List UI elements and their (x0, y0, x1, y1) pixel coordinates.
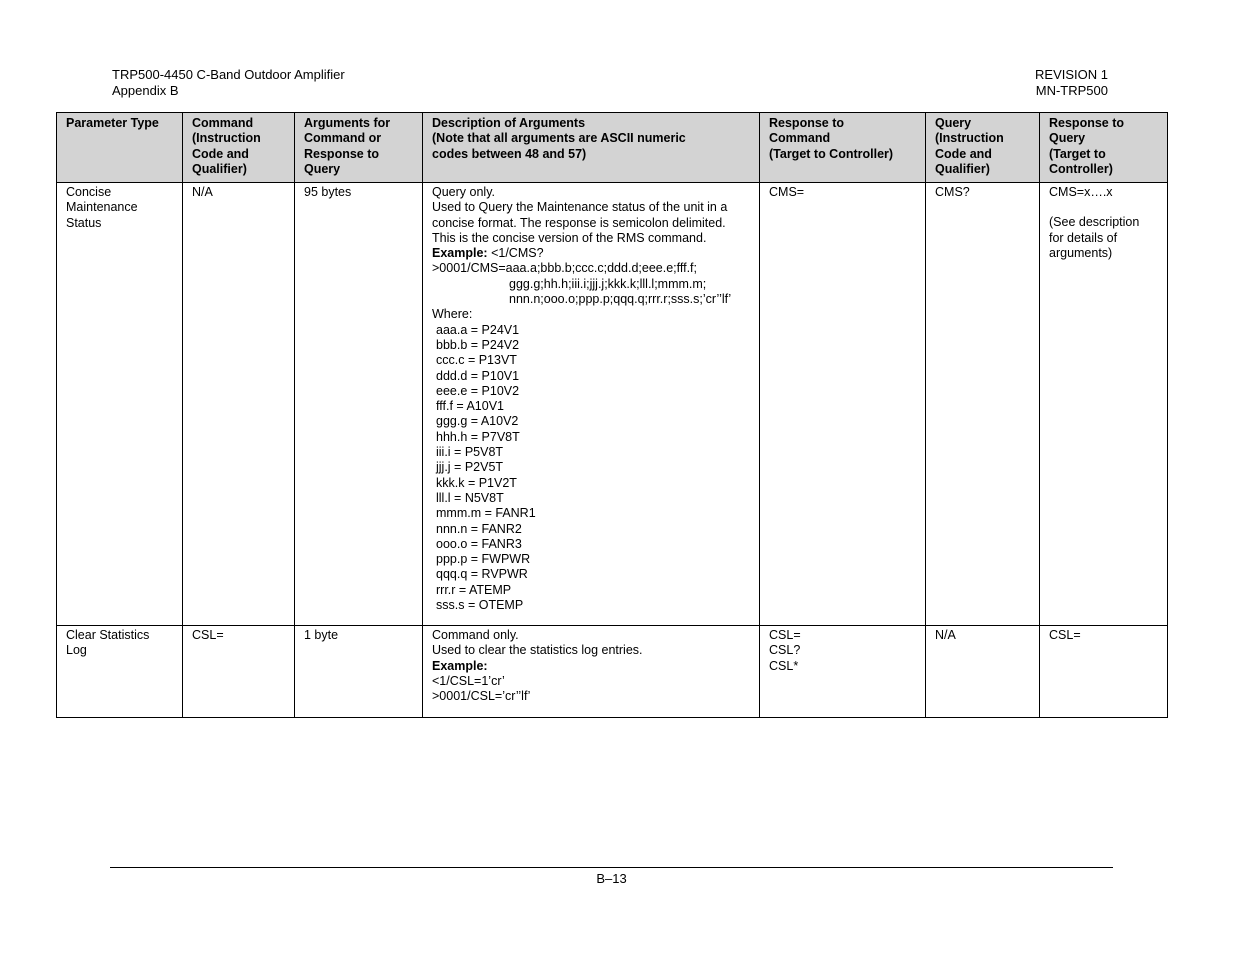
document-header-right (1035, 67, 1108, 99)
example-label: Example: (432, 658, 488, 673)
where-item: mmm.m = FANR1 (436, 506, 536, 521)
appendix-label: Appendix B (112, 83, 179, 98)
footer-divider (110, 867, 1113, 868)
cell-response-to-command: CSL= CSL? CSL* (760, 626, 926, 718)
column-header-command: Command (Instruction Code and Qualifier) (183, 113, 295, 183)
cell-parameter-type: Concise Maintenance Status (57, 183, 183, 626)
manual-number: MN-TRP500 (1035, 83, 1108, 98)
column-header-response-to-command: Response to Command (Target to Controller) (760, 113, 926, 183)
example-label: Example: (432, 246, 488, 261)
where-item: rrr.r = ATEMP (436, 582, 512, 597)
column-header-arguments: Arguments for Command or Response to Query (295, 113, 423, 183)
where-item: bbb.b = P24V2 (436, 337, 520, 352)
table-row-csl (57, 626, 1168, 718)
where-item: hhh.h = P7V8T (436, 429, 520, 444)
where-item: lll.l = N5V8T (436, 490, 504, 505)
where-item: ooo.o = FANR3 (436, 536, 522, 551)
where-item: kkk.k = P1V2T (436, 475, 517, 490)
cell-response-to-command: CMS= (760, 183, 926, 626)
where-item: ppp.p = FWPWR (436, 552, 531, 567)
page-number: B–13 (596, 871, 627, 886)
document-title: TRP500-4450 C-Band Outdoor Amplifier (112, 67, 345, 82)
cell-description: Query only. Used to Query the Maintenance status of the unit in a concise format. The response is semicolon delimited. This is the concise version of the RMS command. Example: <1/CMS? >0001/CMS=aaa.a;bbb.b;ccc.c;ddd.d;eee.e;fff.f; ggg.g;hh.h;iii.i;jjj.j;kkk.k;lll.l;mmm.m; nnn.n;ooo.o;ppp.p;qqq.q;rrr.r;sss.s;’cr’’lf’ Where: aaa.a = P24V1 bbb.b = P24V2 ccc.c = P13VT ddd.d = P10V1 eee.e = P10V2 fff.f = A10V1 ggg.g = A10V2 hhh.h = P7V8T iii.i = P5V8T jjj.j = P2V5T kkk.k = P1V2T lll.l = N5V8T mmm.m = FANR1 nnn.n = FANR2 ooo.o = FANR3 ppp.p = FWPWR qqq.q = RVPWR rrr.r = ATEMP sss.s = OTEMP (423, 183, 760, 626)
where-item: eee.e = P10V2 (436, 383, 520, 398)
column-header-response-to-query: Response to Query (Target to Controller) (1040, 113, 1168, 183)
cell-query: CMS? (926, 183, 1040, 626)
cell-parameter-type: Clear Statistics Log (57, 626, 183, 718)
table-row-cms (57, 183, 1168, 626)
cell-query: N/A (926, 626, 1040, 718)
where-item: ggg.g = A10V2 (436, 414, 519, 429)
where-item: sss.s = OTEMP (436, 598, 524, 613)
cell-command: N/A (183, 183, 295, 626)
cell-arguments: 1 byte (295, 626, 423, 718)
cell-response-to-query: CMS=x….x (See description for details of arguments) (1040, 183, 1168, 626)
where-item: ddd.d = P10V1 (436, 368, 520, 383)
revision-label: REVISION 1 (1035, 67, 1108, 82)
column-header-parameter-type: Parameter Type (57, 113, 183, 183)
where-item: fff.f = A10V1 (436, 399, 504, 414)
cell-arguments: 95 bytes (295, 183, 423, 626)
column-header-query: Query (Instruction Code and Qualifier) (926, 113, 1040, 183)
cell-command: CSL= (183, 626, 295, 718)
cell-response-to-query: CSL= (1040, 626, 1168, 718)
where-item: aaa.a = P24V1 (436, 322, 520, 337)
where-item: jjj.j = P2V5T (436, 460, 504, 475)
where-item: iii.i = P5V8T (436, 445, 504, 460)
where-item: qqq.q = RVPWR (436, 567, 528, 582)
where-item: ccc.c = P13VT (436, 353, 517, 368)
table-header-row (57, 113, 1168, 183)
command-table (56, 112, 1168, 718)
where-label: Where: (432, 307, 473, 322)
document-header-left (112, 67, 345, 99)
column-header-description: Description of Arguments (Note that all arguments are ASCII numeric codes between 48 and 57) (423, 113, 760, 183)
cell-description: Command only. Used to clear the statistics log entries. Example: <1/CSL=1’cr’ >0001/CSL=’cr’’lf’ (423, 626, 760, 718)
where-item: nnn.n = FANR2 (436, 521, 522, 536)
